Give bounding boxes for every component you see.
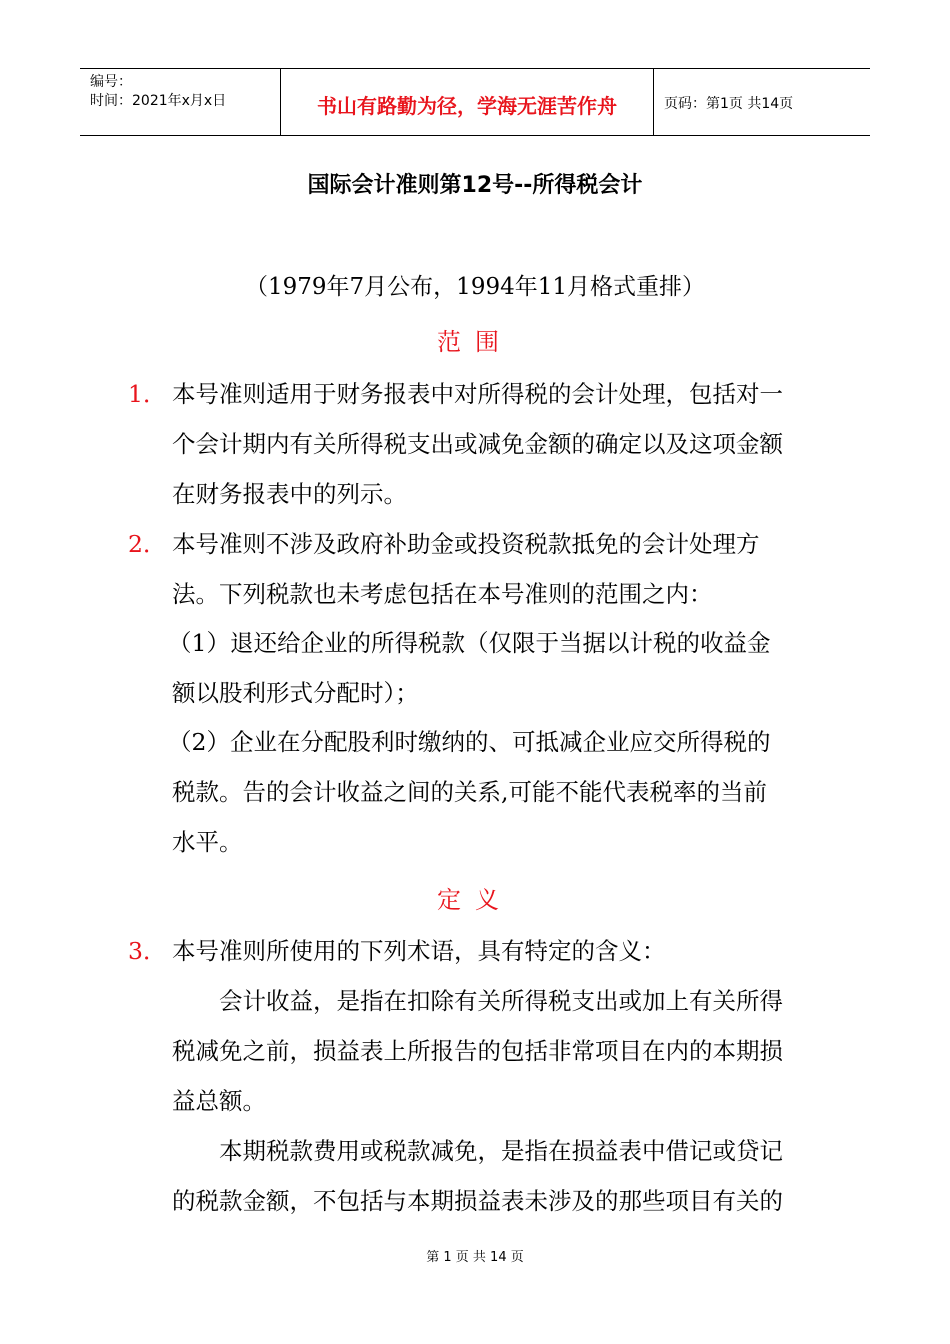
section-heading-scope: 范围	[437, 328, 513, 356]
paragraph-line: （1）退还给企业的所得税款（仅限于当据以计税的收益金	[168, 629, 771, 657]
definition-tax-expense	[172, 1126, 838, 1226]
paragraph-2	[172, 519, 838, 619]
paragraph-line: 本号准则适用于财务报表中对所得税的会计处理，包括对一	[172, 380, 783, 408]
paragraph-line: 本号准则不涉及政府补助金或投资税款抵免的会计处理方	[172, 530, 760, 558]
paragraph-line: 税款。告的会计收益之间的关系,可能不能代表税率的当前	[172, 778, 767, 806]
paragraph-line: 法。下列税款也未考虑包括在本号准则的范围之内：	[172, 580, 713, 608]
paragraph-line: 的税款金额，不包括与本期损益表未涉及的那些项目有关的	[172, 1187, 783, 1215]
paragraph-line: 本期税款费用或税款减免，是指在损益表中借记或贷记	[172, 1137, 783, 1165]
paragraph-line: 在财务报表中的列示。	[172, 480, 407, 508]
item-number-3: 3．	[128, 937, 167, 965]
document-subtitle: （1979年7月公布，1994年11月格式重排）	[245, 274, 705, 300]
code-label: 编号：	[90, 74, 132, 90]
item-number-2: 2．	[128, 530, 167, 558]
sub-paragraph-1	[168, 618, 834, 718]
header-meta-cell	[80, 69, 281, 135]
item-number-1: 1．	[128, 380, 167, 408]
paragraph-line: 个会计期内有关所得税支出或减免金额的确定以及这项金额	[172, 430, 783, 458]
paragraph-1	[172, 369, 838, 519]
section-heading-definitions: 定义	[437, 886, 513, 914]
header-motto-cell	[281, 69, 654, 135]
header-table	[80, 68, 870, 136]
paragraph-3	[172, 926, 838, 976]
paragraph-line: 益总额。	[172, 1087, 266, 1115]
motto-text: 书山有路勤为径，学海无涯苦作舟	[317, 93, 617, 118]
page-footer: 第 1 页 共 14 页	[426, 1250, 524, 1265]
paragraph-line: （2）企业在分配股利时缴纳的、可抵减企业应交所得税的	[168, 728, 771, 756]
header-page-cell	[654, 69, 870, 135]
paragraph-line: 会计收益，是指在扣除有关所得税支出或加上有关所得	[172, 987, 783, 1015]
paragraph-line: 本号准则所使用的下列术语，具有特定的含义：	[172, 937, 666, 965]
document-title: 国际会计准则第12号--所得税会计	[307, 173, 643, 198]
paragraph-line: 额以股利形式分配时）；	[172, 679, 419, 707]
paragraph-line: 水平。	[172, 828, 243, 856]
sub-paragraph-2	[168, 717, 834, 867]
definition-accounting-income	[172, 976, 838, 1126]
page-info: 页码：第1页 共14页	[664, 96, 794, 112]
paragraph-line: 税减免之前，损益表上所报告的包括非常项目在内的本期损	[172, 1037, 783, 1065]
time-label: 时间：2021年x月x日	[90, 93, 227, 109]
